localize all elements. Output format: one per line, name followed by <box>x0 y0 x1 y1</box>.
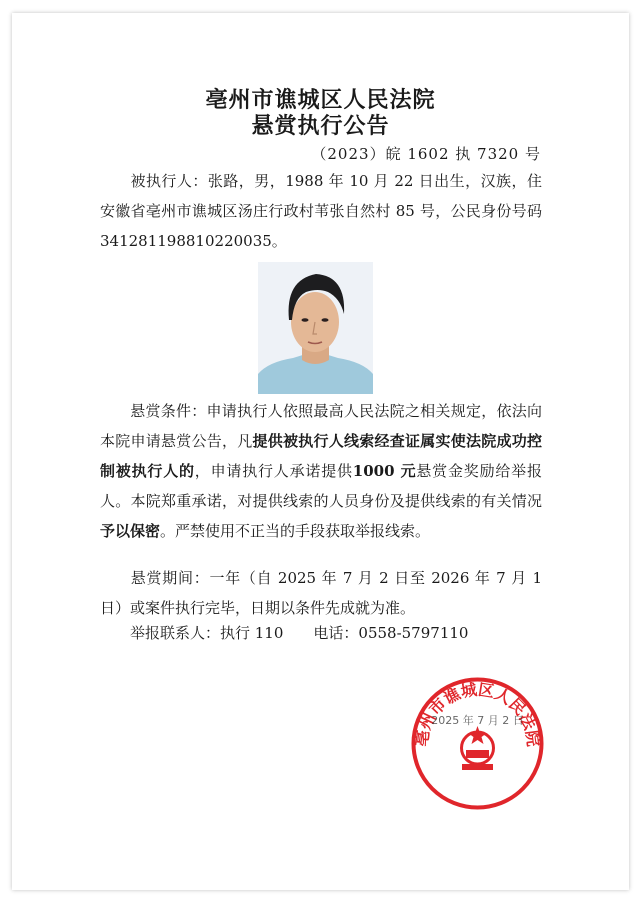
conditions-text-4: 。严禁使用不正当的手段获取举报线索。 <box>160 522 431 540</box>
case-number: （2023）皖 1602 执 7320 号 <box>311 145 541 163</box>
debtor-photo <box>258 262 373 394</box>
contact-text: 举报联系人：执行 110 电话：0558-5797110 <box>130 624 469 642</box>
debtor-text: 被执行人：张路，男，1988 年 10 月 22 日出生，汉族，住安徽省亳州市谯城区汤庄行政村苇张自然村 85 号，公民身份号码 341281198810220035。 <box>100 172 542 250</box>
seal-text: 亳州市谯城区人民法院 <box>412 679 543 748</box>
court-name-title: 亳州市谯城区人民法院 <box>205 87 436 113</box>
national-emblem-icon <box>462 726 494 770</box>
seal-date-overlay: 2025 年 7 月 2 日 <box>431 714 524 727</box>
reward-period-paragraph <box>100 563 542 623</box>
debtor-paragraph <box>100 166 542 256</box>
portrait-image <box>258 262 373 394</box>
conditions-text-1: 悬赏条件：申请执行人依照最高人民法院之相关规定，依法向本院申请悬赏公告，凡 <box>100 402 542 450</box>
conditions-bold-1: 提供被执行人线索经查证属实使法院成功控制被执行人的 <box>100 432 542 480</box>
contact-paragraph <box>100 618 542 648</box>
notice-title: 悬赏执行公告 <box>251 113 390 139</box>
conditions-bold-3: 予以保密 <box>100 522 161 540</box>
court-seal <box>410 676 545 811</box>
reward-amount: 1000 元 <box>352 462 417 480</box>
conditions-text-3: 悬赏金奖励给举报人。本院郑重承诺，对提供线索的人员身份及提供线索的有关情况 <box>100 462 542 510</box>
reward-conditions-paragraph <box>100 396 542 546</box>
period-text: 悬赏期间：一年（自 2025 年 7 月 2 日至 2026 年 7 月 1 日）或案件执行完毕，日期以条件先成就为准。 <box>100 569 542 617</box>
conditions-text-2: ，申请执行人承诺提供 <box>194 462 353 480</box>
